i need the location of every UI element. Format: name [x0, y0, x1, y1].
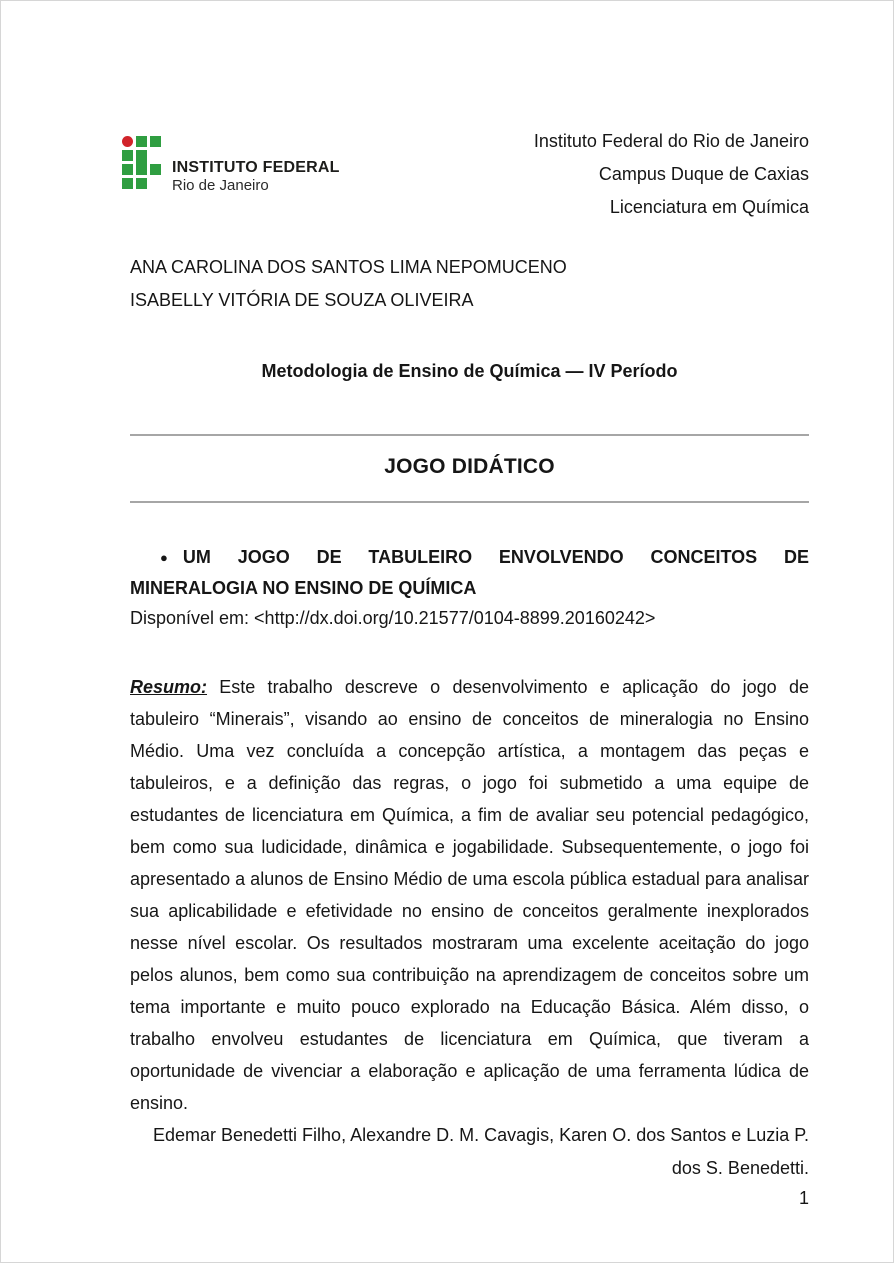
reference-title-text: UM JOGO DE TABULEIRO ENVOLVENDO CONCEITOS DE MINERALOGIA NO ENSINO DE QUÍMICA — [130, 547, 809, 598]
logo-red-dot — [122, 136, 133, 147]
logo-square — [122, 150, 133, 161]
abstract-paragraph — [130, 671, 809, 1119]
logo-square — [122, 164, 133, 175]
institution-line: Campus Duque de Caxias — [598, 164, 809, 184]
divider-line — [130, 501, 809, 503]
document-content — [130, 125, 809, 1185]
logo-title: INSTITUTO FEDERAL — [172, 159, 340, 176]
logo-square — [122, 178, 133, 189]
reference-title — [130, 542, 809, 603]
authors-block — [130, 251, 809, 317]
abstract-text: Este trabalho descreve o desenvolvimento e aplicação do jogo de tabuleiro “Minerais”, visando ao ensino de conceitos de mineralogia no Ensino Médio. Uma vez concluída a concepção artística, a montagem das peças e tabuleiros, e a definição das regras, o jogo foi submetido a uma equipe de estudantes de licenciatura em Química, a fim de avaliar seu potencial pedagógico, bem como sua ludicidade, dinâmica e jogabilidade. Subsequentemente, o jogo foi apresentado a alunos de Ensino Médio de uma escola pública estadual para analisar sua aplicabilidade e efetividade no ensino de conceitos geralmente inexplorados nesse nível escolar. Os resultados mostraram uma excelente aceitação do jogo pelos alunos, bem como sua contribuição na aprendizagem de conceitos sobre um tema importante e muito pouco explorado na Educação Básica. Além disso, o trabalho envolveu estudantes de licenciatura em Química, que tiveram a oportunidade de vivenciar a elaboração e aplicação de uma ferramenta lúdica de ensino. — [130, 677, 809, 1113]
page-number: 1 — [798, 1188, 809, 1208]
instituto-federal-logo-icon — [122, 136, 161, 189]
logo-subtitle: Rio de Janeiro — [172, 177, 269, 194]
institution-line: Licenciatura em Química — [609, 197, 809, 217]
reference-authors: Edemar Benedetti Filho, Alexandre D. M. Cavagis, Karen O. dos Santos e Luzia P. dos S. Benedetti. — [152, 1125, 809, 1178]
institution-line: Instituto Federal do Rio de Janeiro — [533, 131, 809, 151]
bullet-icon: ● — [160, 550, 168, 565]
logo-square — [136, 178, 147, 189]
section-title: JOGO DIDÁTICO — [384, 455, 555, 478]
author-name: ANA CAROLINA DOS SANTOS LIMA NEPOMUCENO — [130, 257, 567, 277]
abstract-label: Resumo: — [130, 677, 208, 697]
instituto-federal-logo — [122, 136, 340, 195]
reference-availability: Disponível em: <http://dx.doi.org/10.21577/0104-8899.20160242> — [130, 608, 656, 628]
logo-square — [150, 136, 161, 147]
logo-stem — [136, 150, 147, 175]
logo-square — [136, 136, 147, 147]
institution-block — [534, 125, 809, 224]
divider-line — [130, 434, 809, 436]
page-header — [130, 125, 809, 224]
logo-square — [150, 164, 161, 175]
author-name: ISABELLY VITÓRIA DE SOUZA OLIVEIRA — [130, 290, 474, 310]
course-heading: Metodologia de Ensino de Química — IV Período — [261, 361, 678, 381]
logo-text — [172, 159, 340, 195]
